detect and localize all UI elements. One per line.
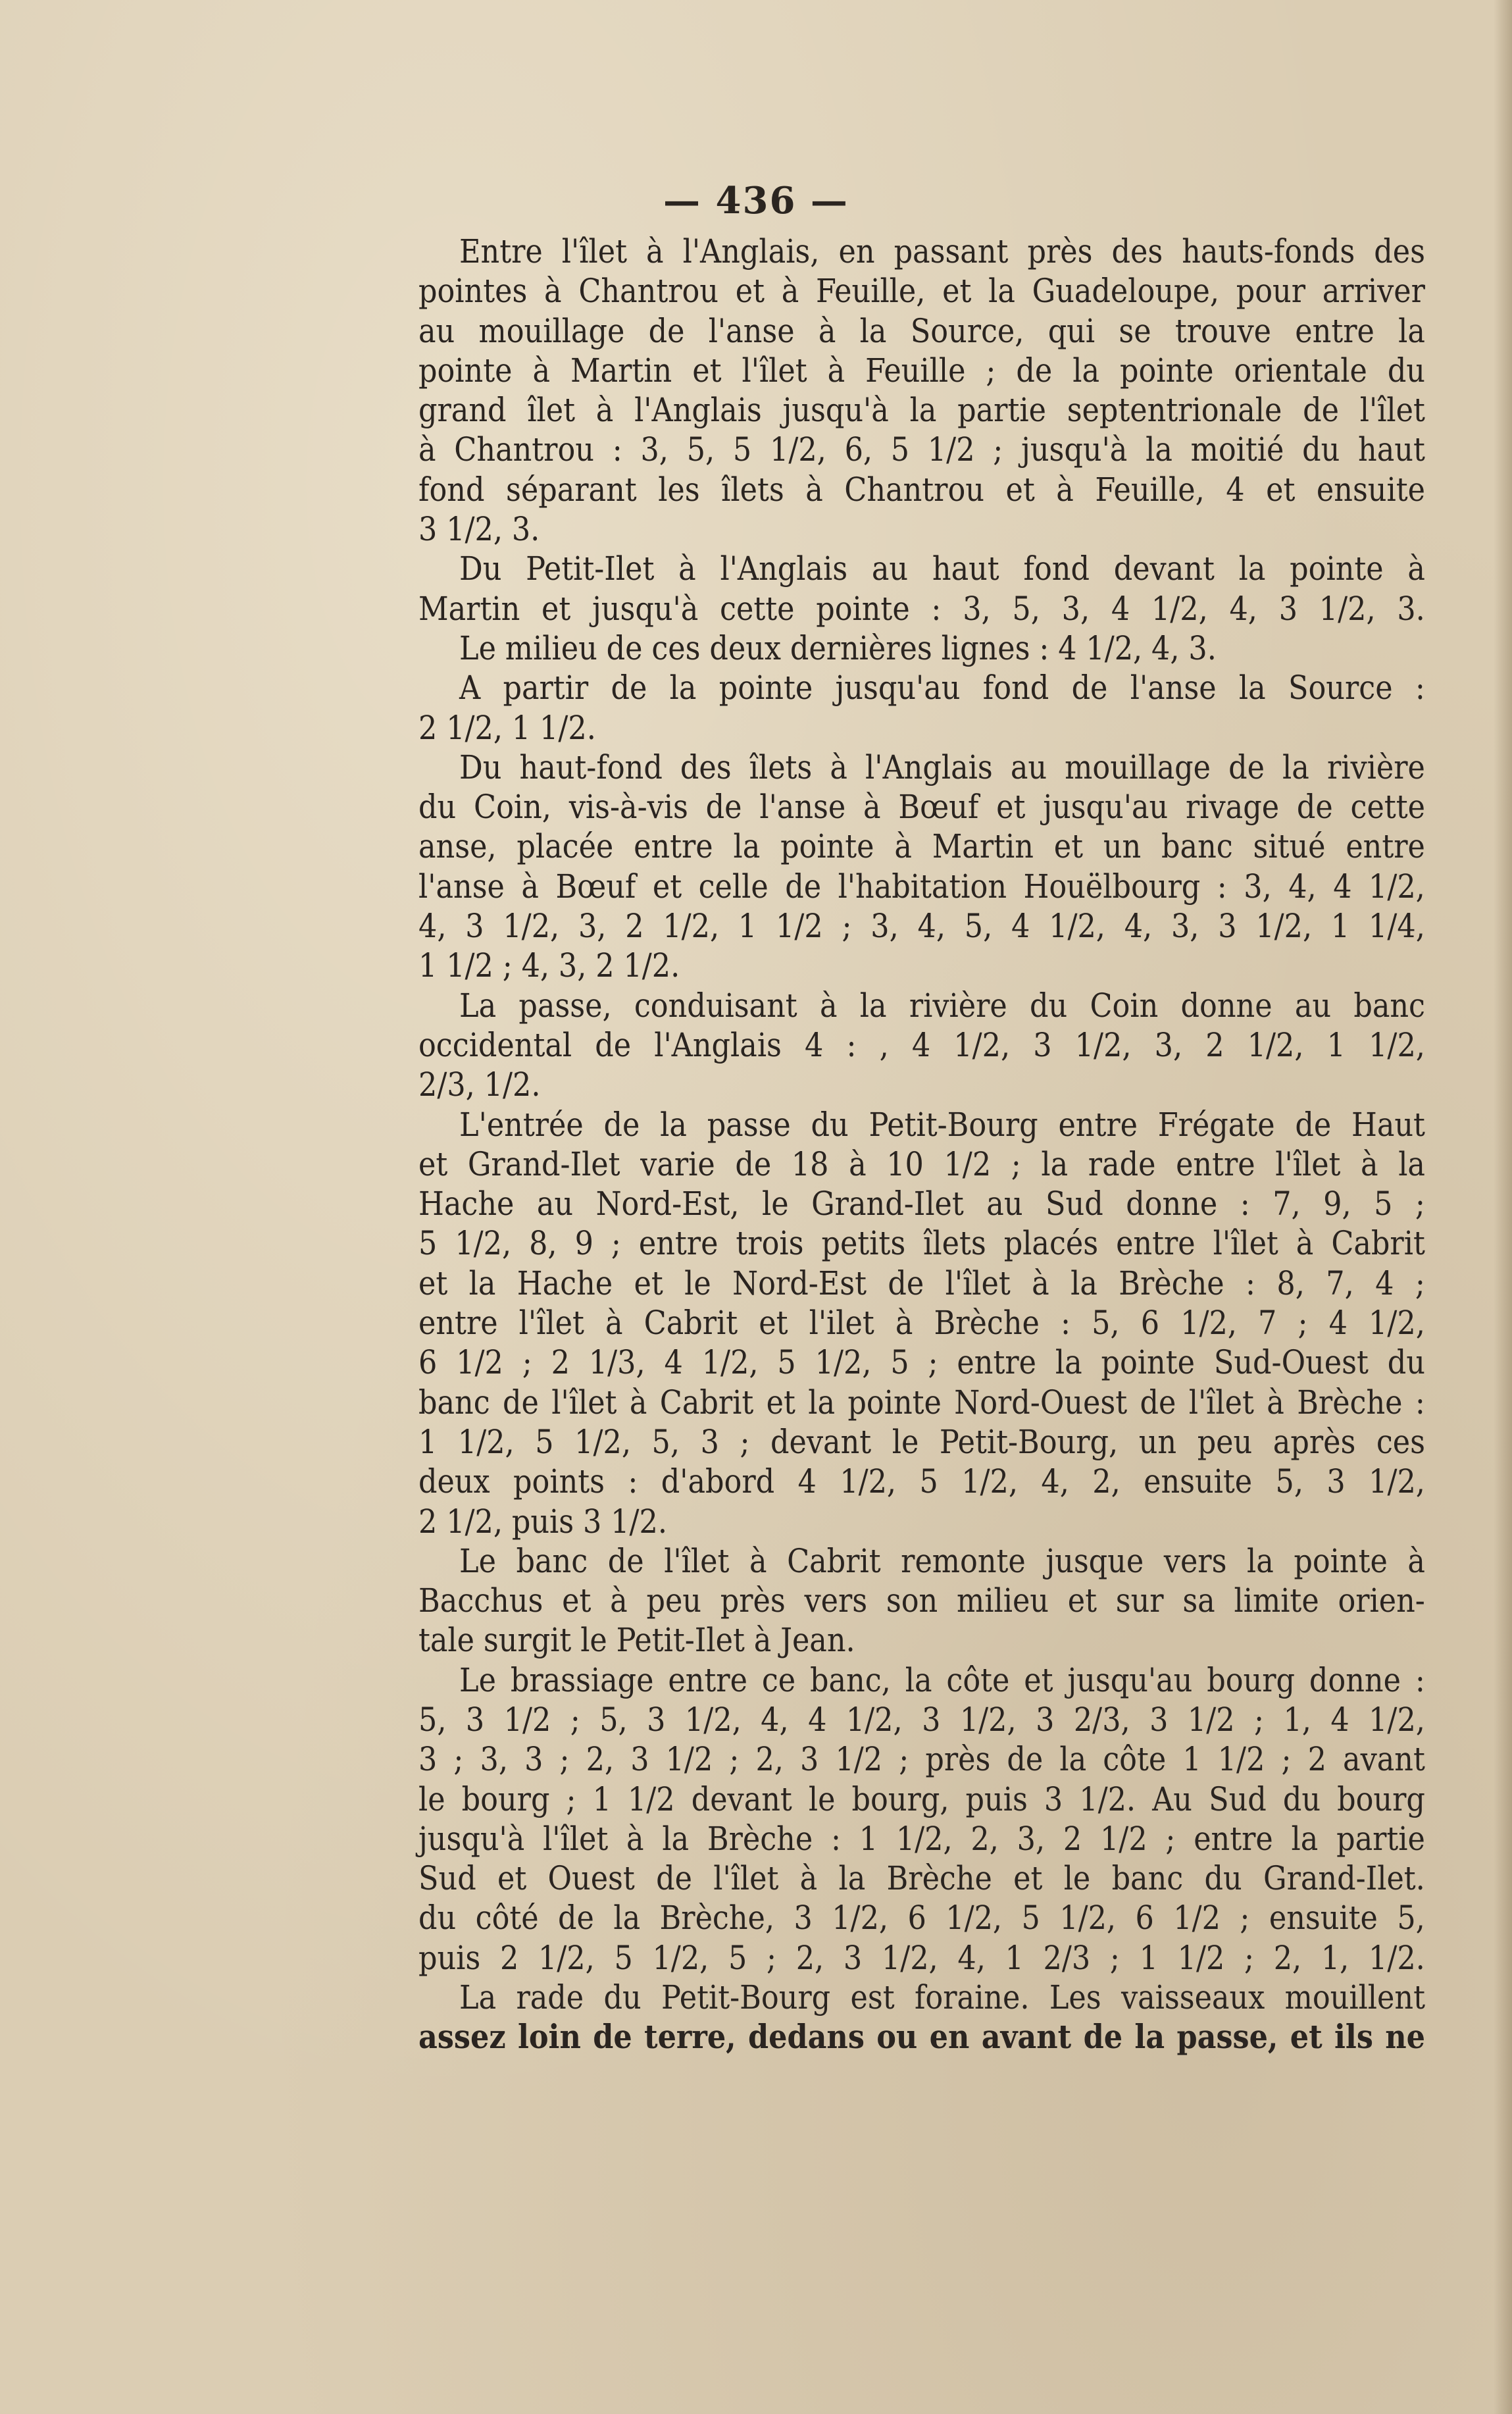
text-line: du côté de la Brèche, 3 1/2, 6 1/2, 5 1/2, 6 1/2 ; ensuite 5, xyxy=(418,1899,1425,1938)
text-line: L'entrée de la passe du Petit-Bourg entre Frégate de Haut xyxy=(459,1105,1425,1144)
text-line: Hache au Nord-Est, le Grand-Ilet au Sud donne : 7, 9, 5 ; xyxy=(418,1185,1425,1223)
text-line: 3 ; 3, 3 ; 2, 3 1/2 ; 2, 3 1/2 ; près de la côte 1 1/2 ; 2 avant xyxy=(418,1740,1425,1779)
text-line: 5 1/2, 8, 9 ; entre trois petits îlets placés entre l'îlet à Cabrit xyxy=(418,1224,1425,1263)
text-line: tale surgit le Petit-Ilet à Jean. xyxy=(418,1621,855,1660)
text-line: pointe à Martin et l'îlet à Feuille ; de la pointe orientale du xyxy=(418,351,1425,390)
text-line: A partir de la pointe jusqu'au fond de l'anse la Source : xyxy=(459,669,1425,707)
text-line: Martin et jusqu'à cette pointe : 3, 5, 3, 4 1/2, 4, 3 1/2, 3. xyxy=(418,589,1425,628)
page-number: — 436 — xyxy=(663,179,849,222)
text-line: 2 1/2, puis 3 1/2. xyxy=(418,1502,667,1541)
page-edge-shadow xyxy=(1494,0,1512,2414)
text-line: Le milieu de ces deux dernières lignes : 4 1/2, 4, 3. xyxy=(459,629,1217,667)
text-line: le bourg ; 1 1/2 devant le bourg, puis 3 1/2. Au Sud du bourg xyxy=(418,1780,1425,1818)
text-line: assez loin de terre, dedans ou en avant de la passe, et ils ne xyxy=(418,2018,1425,2057)
text-line: anse, placée entre la pointe à Martin et un banc situé entre xyxy=(418,827,1425,866)
text-line: et la Hache et le Nord-Est de l'îlet à la Brèche : 8, 7, 4 ; xyxy=(418,1264,1425,1302)
text-line: entre l'îlet à Cabrit et l'ilet à Brèche : 5, 6 1/2, 7 ; 4 1/2, xyxy=(418,1304,1425,1343)
text-line: La passe, conduisant à la rivière du Coin donne au banc xyxy=(459,986,1425,1025)
text-line: Sud et Ouest de l'îlet à la Brèche et le banc du Grand-Ilet. xyxy=(418,1859,1425,1898)
text-line: et Grand-Ilet varie de 18 à 10 1/2 ; la rade entre l'îlet à la xyxy=(418,1144,1425,1183)
text-line: 2/3, 1/2. xyxy=(418,1066,541,1104)
text-line: pointes à Chantrou et à Feuille, et la Guadeloupe, pour arriver xyxy=(418,272,1425,311)
text-line: 1 1/2 ; 4, 3, 2 1/2. xyxy=(418,946,680,985)
text-line: à Chantrou : 3, 5, 5 1/2, 6, 5 1/2 ; jusqu'à la moitié du haut xyxy=(418,430,1425,469)
text-line: Du haut-fond des îlets à l'Anglais au mouillage de la rivière xyxy=(459,748,1425,786)
text-line: 6 1/2 ; 2 1/3, 4 1/2, 5 1/2, 5 ; entre la pointe Sud-Ouest du xyxy=(418,1343,1425,1382)
text-line: Entre l'îlet à l'Anglais, en passant près des hauts-fonds des xyxy=(459,232,1425,270)
text-line: grand îlet à l'Anglais jusqu'à la partie septentrionale de l'îlet xyxy=(418,391,1425,430)
text-line: 5, 3 1/2 ; 5, 3 1/2, 4, 4 1/2, 3 1/2, 3 2/3, 3 1/2 ; 1, 4 1/2, xyxy=(418,1700,1425,1739)
text-line: La rade du Petit-Bourg est foraine. Les vaisseaux mouillent xyxy=(459,1978,1425,2017)
text-line: Du Petit-Ilet à l'Anglais au haut fond devant la pointe à xyxy=(459,550,1425,588)
text-line: 3 1/2, 3. xyxy=(418,510,540,549)
text-line: au mouillage de l'anse à la Source, qui se trouve entre la xyxy=(418,311,1425,350)
text-line: Le brassiage entre ce banc, la côte et jusqu'au bourg donne : xyxy=(459,1660,1425,1699)
text-line: 2 1/2, 1 1/2. xyxy=(418,708,596,747)
body-text xyxy=(418,232,1425,2057)
text-line: 1 1/2, 5 1/2, 5, 3 ; devant le Petit-Bourg, un peu après ces xyxy=(418,1422,1425,1461)
text-line: l'anse à Bœuf et celle de l'habitation Houëlbourg : 3, 4, 4 1/2, xyxy=(418,867,1425,906)
text-line: occidental de l'Anglais 4 : , 4 1/2, 3 1/2, 3, 2 1/2, 1 1/2, xyxy=(418,1025,1425,1064)
text-line: Bacchus et à peu près vers son milieu et sur sa limite orien- xyxy=(418,1581,1425,1620)
text-line: jusqu'à l'îlet à la Brèche : 1 1/2, 2, 3, 2 1/2 ; entre la partie xyxy=(418,1819,1425,1858)
text-line: du Coin, vis-à-vis de l'anse à Bœuf et jusqu'au rivage de cette xyxy=(418,788,1425,827)
text-line: fond séparant les îlets à Chantrou et à Feuille, 4 et ensuite xyxy=(418,470,1425,509)
text-line: 4, 3 1/2, 3, 2 1/2, 1 1/2 ; 3, 4, 5, 4 1/2, 4, 3, 3 1/2, 1 1/4, xyxy=(418,907,1425,946)
text-line: deux points : d'abord 4 1/2, 5 1/2, 4, 2, ensuite 5, 3 1/2, xyxy=(418,1462,1425,1501)
text-line: puis 2 1/2, 5 1/2, 5 ; 2, 3 1/2, 4, 1 2/3 ; 1 1/2 ; 2, 1, 1/2. xyxy=(418,1938,1425,1977)
text-line: banc de l'îlet à Cabrit et la pointe Nord-Ouest de l'îlet à Brèche : xyxy=(418,1383,1425,1422)
text-line: Le banc de l'îlet à Cabrit remonte jusque vers la pointe à xyxy=(459,1541,1425,1580)
